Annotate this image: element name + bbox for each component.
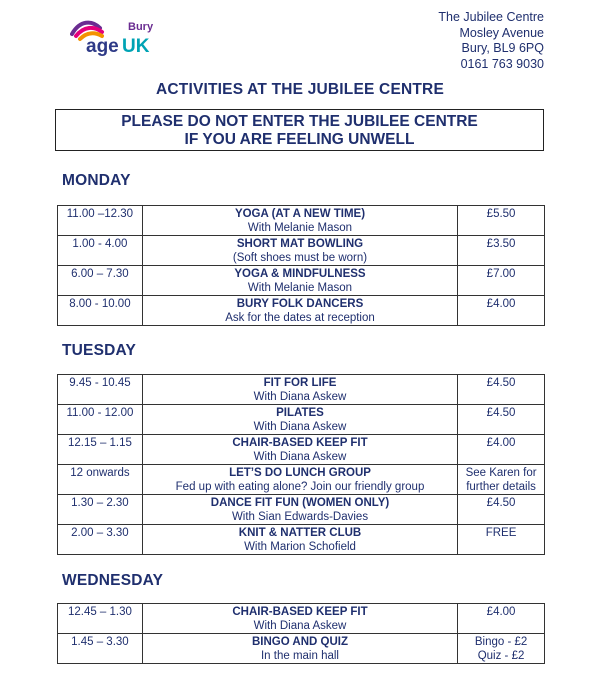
table-row xyxy=(58,604,545,634)
time-cell: 8.00 - 10.00 xyxy=(58,296,143,326)
activity-detail: With Diana Askew xyxy=(253,451,347,463)
price-cell xyxy=(458,405,545,435)
price-text: See Karen for xyxy=(465,467,537,479)
activity-cell xyxy=(142,525,457,555)
price-text: further details xyxy=(466,481,536,493)
activity-cell xyxy=(142,375,457,405)
table-row xyxy=(58,495,545,525)
table-row xyxy=(58,405,545,435)
time-cell: 1.30 – 2.30 xyxy=(58,495,143,525)
activity-name: LET’S DO LUNCH GROUP xyxy=(229,467,371,479)
activity-cell xyxy=(142,236,457,266)
price-cell xyxy=(458,266,545,296)
activity-name: YOGA & MINDFULNESS xyxy=(234,268,366,280)
schedule-table xyxy=(57,374,545,555)
price-text: £4.00 xyxy=(486,606,516,618)
warning-notice xyxy=(55,109,544,151)
age-uk-logo xyxy=(70,14,180,58)
page-title: ACTIVITIES AT THE JUBILEE CENTRE xyxy=(155,81,444,98)
price-cell xyxy=(458,525,545,555)
activity-name: CHAIR-BASED KEEP FIT xyxy=(232,606,368,618)
price-text: £4.50 xyxy=(486,377,516,389)
activity-detail: With Melanie Mason xyxy=(247,282,353,294)
activity-name: YOGA (AT A NEW TIME) xyxy=(234,208,366,220)
activity-name: SHORT MAT BOWLING xyxy=(236,238,364,250)
price-cell xyxy=(458,435,545,465)
activity-detail: Ask for the dates at reception xyxy=(225,312,375,324)
address-block xyxy=(438,10,544,72)
activity-cell xyxy=(142,435,457,465)
price-text: £4.00 xyxy=(486,437,516,449)
time-cell: 12.15 – 1.15 xyxy=(58,435,143,465)
activity-detail: In the main hall xyxy=(260,650,339,662)
price-cell xyxy=(458,465,545,495)
price-text: £5.50 xyxy=(486,208,516,220)
activity-detail: With Diana Askew xyxy=(253,620,347,632)
phone-number: 0161 763 9030 xyxy=(460,56,544,71)
activity-detail: With Melanie Mason xyxy=(247,222,353,234)
activity-cell xyxy=(142,405,457,435)
activity-detail: (Soft shoes must be worn) xyxy=(232,252,368,264)
activity-name: BINGO AND QUIZ xyxy=(251,636,349,648)
activity-detail: With Sian Edwards-Davies xyxy=(231,511,369,523)
activity-detail: Fed up with eating alone? Join our friendly group xyxy=(175,481,425,493)
price-cell xyxy=(458,206,545,236)
activity-cell xyxy=(142,604,457,634)
price-cell xyxy=(458,236,545,266)
day-heading: TUESDAY xyxy=(62,342,137,359)
activity-name: PILATES xyxy=(276,407,324,419)
logo-age-text: age xyxy=(86,36,119,57)
price-text: £4.00 xyxy=(486,298,516,310)
price-text: £4.50 xyxy=(486,497,516,509)
warning-line: PLEASE DO NOT ENTER THE JUBILEE CENTRE xyxy=(121,113,478,130)
activity-cell xyxy=(142,634,457,664)
table-row xyxy=(58,296,545,326)
time-cell: 1.00 - 4.00 xyxy=(58,236,143,266)
time-cell: 1.45 – 3.30 xyxy=(58,634,143,664)
time-cell: 12.45 – 1.30 xyxy=(58,604,143,634)
table-row xyxy=(58,266,545,296)
activity-cell xyxy=(142,465,457,495)
address-line: The Jubilee Centre xyxy=(438,10,544,24)
price-cell xyxy=(458,604,545,634)
price-cell xyxy=(458,375,545,405)
table-row xyxy=(58,236,545,266)
activity-name: FIT FOR LIFE xyxy=(263,377,337,389)
price-text: £7.00 xyxy=(486,268,516,280)
price-cell xyxy=(458,634,545,664)
activity-cell xyxy=(142,206,457,236)
activity-name: CHAIR-BASED KEEP FIT xyxy=(232,437,368,449)
logo-bury-text: Bury xyxy=(128,21,154,33)
table-row xyxy=(58,525,545,555)
activity-name: BURY FOLK DANCERS xyxy=(236,298,364,310)
activity-name: KNIT & NATTER CLUB xyxy=(238,527,362,539)
address-line: Bury, BL9 6PQ xyxy=(461,41,544,55)
day-heading: WEDNESDAY xyxy=(62,572,164,589)
price-cell xyxy=(458,296,545,326)
table-row xyxy=(58,435,545,465)
price-text: £3.50 xyxy=(486,238,516,250)
price-text: Quiz - £2 xyxy=(477,650,525,662)
price-text: Bingo - £2 xyxy=(474,636,528,648)
time-cell: 11.00 –12.30 xyxy=(58,206,143,236)
price-text: £4.50 xyxy=(486,407,516,419)
time-cell: 6.00 – 7.30 xyxy=(58,266,143,296)
price-text: FREE xyxy=(485,527,517,539)
time-cell: 9.45 - 10.45 xyxy=(58,375,143,405)
time-cell: 11.00 - 12.00 xyxy=(58,405,143,435)
table-row xyxy=(58,375,545,405)
activity-detail: With Marion Schofield xyxy=(244,541,356,553)
warning-line: IF YOU ARE FEELING UNWELL xyxy=(184,131,415,148)
activity-cell xyxy=(142,296,457,326)
address-line: Mosley Avenue xyxy=(459,25,544,40)
table-row xyxy=(58,634,545,664)
activity-cell xyxy=(142,495,457,525)
table-row xyxy=(58,465,545,495)
time-cell: 12 onwards xyxy=(58,465,143,495)
activity-name: DANCE FIT FUN (WOMEN ONLY) xyxy=(210,497,390,509)
schedule-table xyxy=(57,603,545,664)
schedule-table xyxy=(57,205,545,326)
activity-detail: With Diana Askew xyxy=(253,421,347,433)
price-cell xyxy=(458,495,545,525)
time-cell: 2.00 – 3.30 xyxy=(58,525,143,555)
table-row xyxy=(58,206,545,236)
logo-uk-text: UK xyxy=(122,36,150,57)
activity-detail: With Diana Askew xyxy=(253,391,347,403)
day-heading: MONDAY xyxy=(62,172,131,189)
activity-cell xyxy=(142,266,457,296)
